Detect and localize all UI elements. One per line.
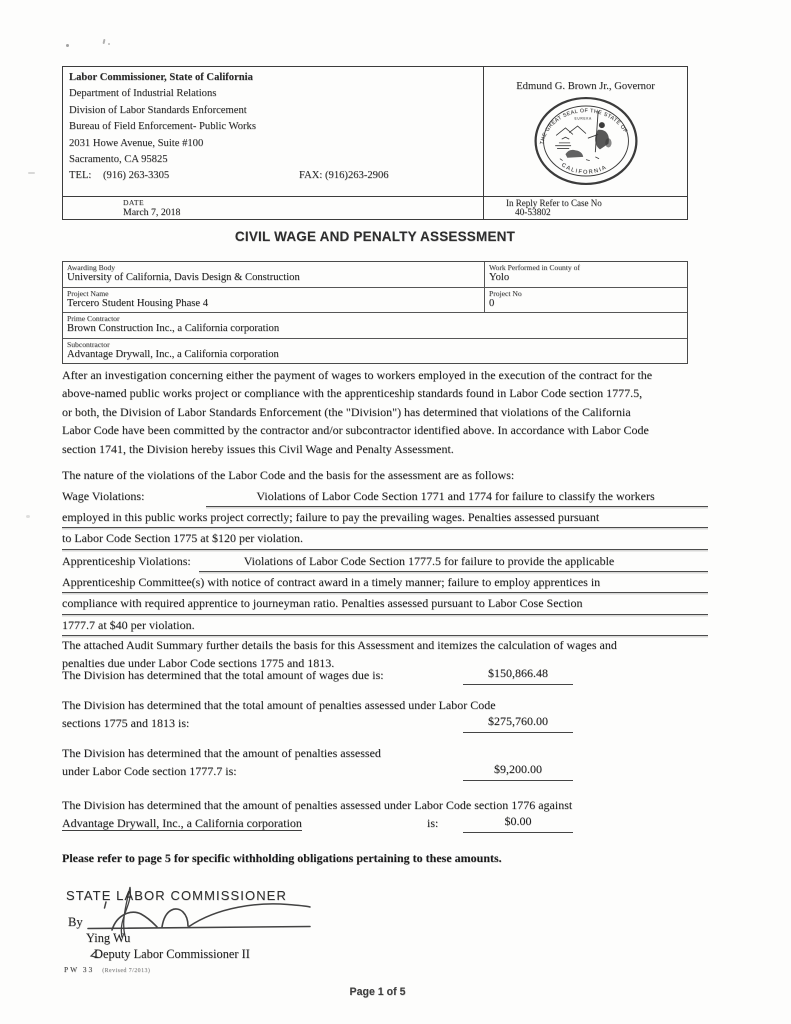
penalties-1776-amount: $0.00 [463,812,573,833]
determination-penalties-1777-7 [62,744,708,780]
wages-due-amount: $150,866.48 [463,664,573,685]
fill-in-gap [191,551,199,572]
seal-top-text: THE GREAT SEAL OF THE STATE OF [538,108,628,146]
determination-text: The Division has determined that the total amount of penalties assessed under Labor Code [62,698,496,712]
project-no-cell [484,288,687,313]
determination-text: The Division has determined that the total amount of wages due is: [62,668,384,682]
fill-in-gap [144,486,206,507]
paragraph-line: or both, the Division of Labor Standards Enforcement (the "Division") has determined that violations of the California [62,404,631,419]
form-number [64,965,150,974]
seal-bear [565,150,583,158]
penalties-1777-7-amount: $9,200.00 [463,760,573,781]
form-revision-text: (Revised 7/2013) [102,968,151,974]
scan-speck [26,515,30,518]
determination-penalties-1775-1813 [62,696,708,732]
apprenticeship-violations-line3: compliance with required apprentice to journeyman ratio. Penalties assessed pursuant to Labor Cose Section [62,593,708,614]
by-label: By [68,915,83,929]
withholding-note: Please refer to page 5 for specific withholding obligations pertaining to these amounts. [62,851,502,865]
prime-contractor-label: Prime Contractor [67,314,120,323]
agency-line: Bureau of Field Enforcement- Public Works [69,121,256,133]
project-name-value: Tercero Student Housing Phase 4 [67,297,209,309]
signer-title: Deputy Labor Commissioner II [94,947,250,961]
awarding-body-cell [63,262,484,287]
project-no-label: Project No [489,288,522,298]
date-cell [63,196,483,219]
reply-refer-label: In Reply Refer to Case No [506,198,602,208]
determination-text: The Division has determined that the amount of penalties assessed [62,746,381,760]
determination-text: The Division has determined that the amount of penalties assessed under Labor Code section 1776 against [62,798,573,812]
scan-speck [108,43,110,45]
governor-name: Edmund G. Brown Jr., Governor [516,81,655,92]
table-row [63,312,687,338]
agency-address-block [63,67,483,196]
scan-speck [66,44,69,47]
wage-violations-block [62,486,708,550]
determination-text: sections 1775 and 1813 is: [62,716,190,731]
project-no-value: 0 [489,297,495,309]
fax-label: FAX: [299,170,323,182]
project-name-cell [63,288,484,313]
paragraph-line: The attached Audit Summary further details the basis for this Assessment and itemizes the calculation of wages and [62,638,617,652]
scan-speck [103,39,106,44]
awarding-body-value: University of California, Davis Design & Construction [67,272,300,283]
signer-name: Ying Wu [86,931,131,945]
scan-speck [28,172,35,174]
prime-contractor-value: Brown Construction Inc., a California corporation [67,323,280,334]
agency-line: Sacramento, CA 95825 [69,154,168,166]
determination-text: under Labor Code section 1777.7 is: [62,764,237,779]
county-value: Yolo [489,272,510,283]
wage-violations-label: Wage Violations: [62,489,145,503]
intro-paragraph [62,366,708,458]
determination-penalties-1776 [62,796,708,834]
paragraph-line: Labor Code have been committed by the contractor and/or subcontractor identified above. In accordance with Labor Code [62,423,649,438]
agency-line: Division of Labor Standards Enforcement [69,104,247,116]
agency-line: Department of Industrial Relations [69,88,217,100]
letterhead-box [62,66,688,220]
apprenticeship-violations-label: Apprenticeship Violations: [62,554,191,568]
paragraph-line: After an investigation concerning either the payment of wages to workers employed in the execution of the contract for the [62,368,653,382]
paragraph-line: above-named public works project or compliance with the apprenticeship standards found in Labor Code section 1777.5, [62,386,643,401]
california-state-seal-icon [484,94,687,193]
project-info-table [62,261,688,364]
agency-line: Labor Commissioner, State of California [69,72,253,83]
penalties-1775-1813-amount: $275,760.00 [463,712,573,733]
awarding-body-label: Awarding Body [67,263,116,272]
wage-violations-line1 [62,486,708,507]
document-title: CIVIL WAGE AND PENALTY ASSESSMENT [234,229,516,244]
tel-fax-line [69,168,477,184]
table-row [63,287,687,313]
apprenticeship-violations-line1 [62,551,708,572]
apprenticeship-violations-line2: Apprenticeship Committee(s) with notice of contract award in a timely manner; failure to employ apprentices in [62,572,708,593]
tel-number: (916) 263-3305 [103,170,170,182]
seal-landscape [555,126,586,148]
wage-violations-line2: employed in this public works project correctly; failure to pay the prevailing wages. Penalties assessed pursuant [62,507,708,528]
wage-violations-text: Violations of Labor Code Section 1771 and 1774 for failure to classify the workers [206,486,708,507]
paragraph-line: section 1741, the Division hereby issues this Civil Wage and Penalty Assessment. [62,441,454,456]
agency-line: 2031 Howe Avenue, Suite #100 [69,137,204,149]
is-label: is: [427,816,439,831]
apprenticeship-violations-text: Violations of Labor Code Section 1777.5 for failure to provide the applicable [199,551,708,572]
subcontractor-value: Advantage Drywall, Inc., a California corporation [67,348,279,360]
governor-seal-cell [483,67,687,196]
form-code-text: PW 33 [64,965,95,974]
project-name-label: Project Name [67,288,109,298]
county-label: Work Performed in County of [489,263,580,272]
wage-violations-line3: to Labor Code Section 1775 at $120 per violation. [62,528,708,549]
fax-number: (916)263-2906 [325,170,389,182]
prime-contractor-cell [63,313,687,338]
seal-motto: EUREKA [573,116,592,121]
subcontractor-name-underlined: Advantage Drywall, Inc., a California corporation [62,816,302,831]
tel-label: TEL: [69,170,92,182]
seal-grass [559,157,598,161]
seal-bottom-text: CALIFORNIA [559,162,608,176]
apprenticeship-violations-line4: 1777.7 at $40 per violation. [62,615,708,636]
determination-wages-due [62,666,708,684]
case-number: 40-53802 [515,208,551,218]
nature-of-violations-line: The nature of the violations of the Labor Code and the basis for the assessment are as follows: [62,468,515,482]
page-number: Page 1 of 5 [349,986,406,998]
county-cell [484,262,687,287]
apprenticeship-violations-block [62,551,708,636]
paragraph-line: penalties due under Labor Code sections 1775 and 1813. [62,656,335,671]
svg-text:THE GREAT SEAL OF THE STATE OF [539,108,628,145]
table-row [63,262,687,287]
date-value: March 7, 2018 [123,207,181,218]
subcontractor-label: Subcontractor [67,339,110,349]
state-labor-commissioner-heading: STATE LABOR COMMISSIONER [66,888,287,903]
case-number-cell [483,196,687,219]
date-label: DATE [123,198,145,207]
subcontractor-cell [63,339,687,364]
determination-company-line [62,814,708,834]
table-row [63,338,687,364]
